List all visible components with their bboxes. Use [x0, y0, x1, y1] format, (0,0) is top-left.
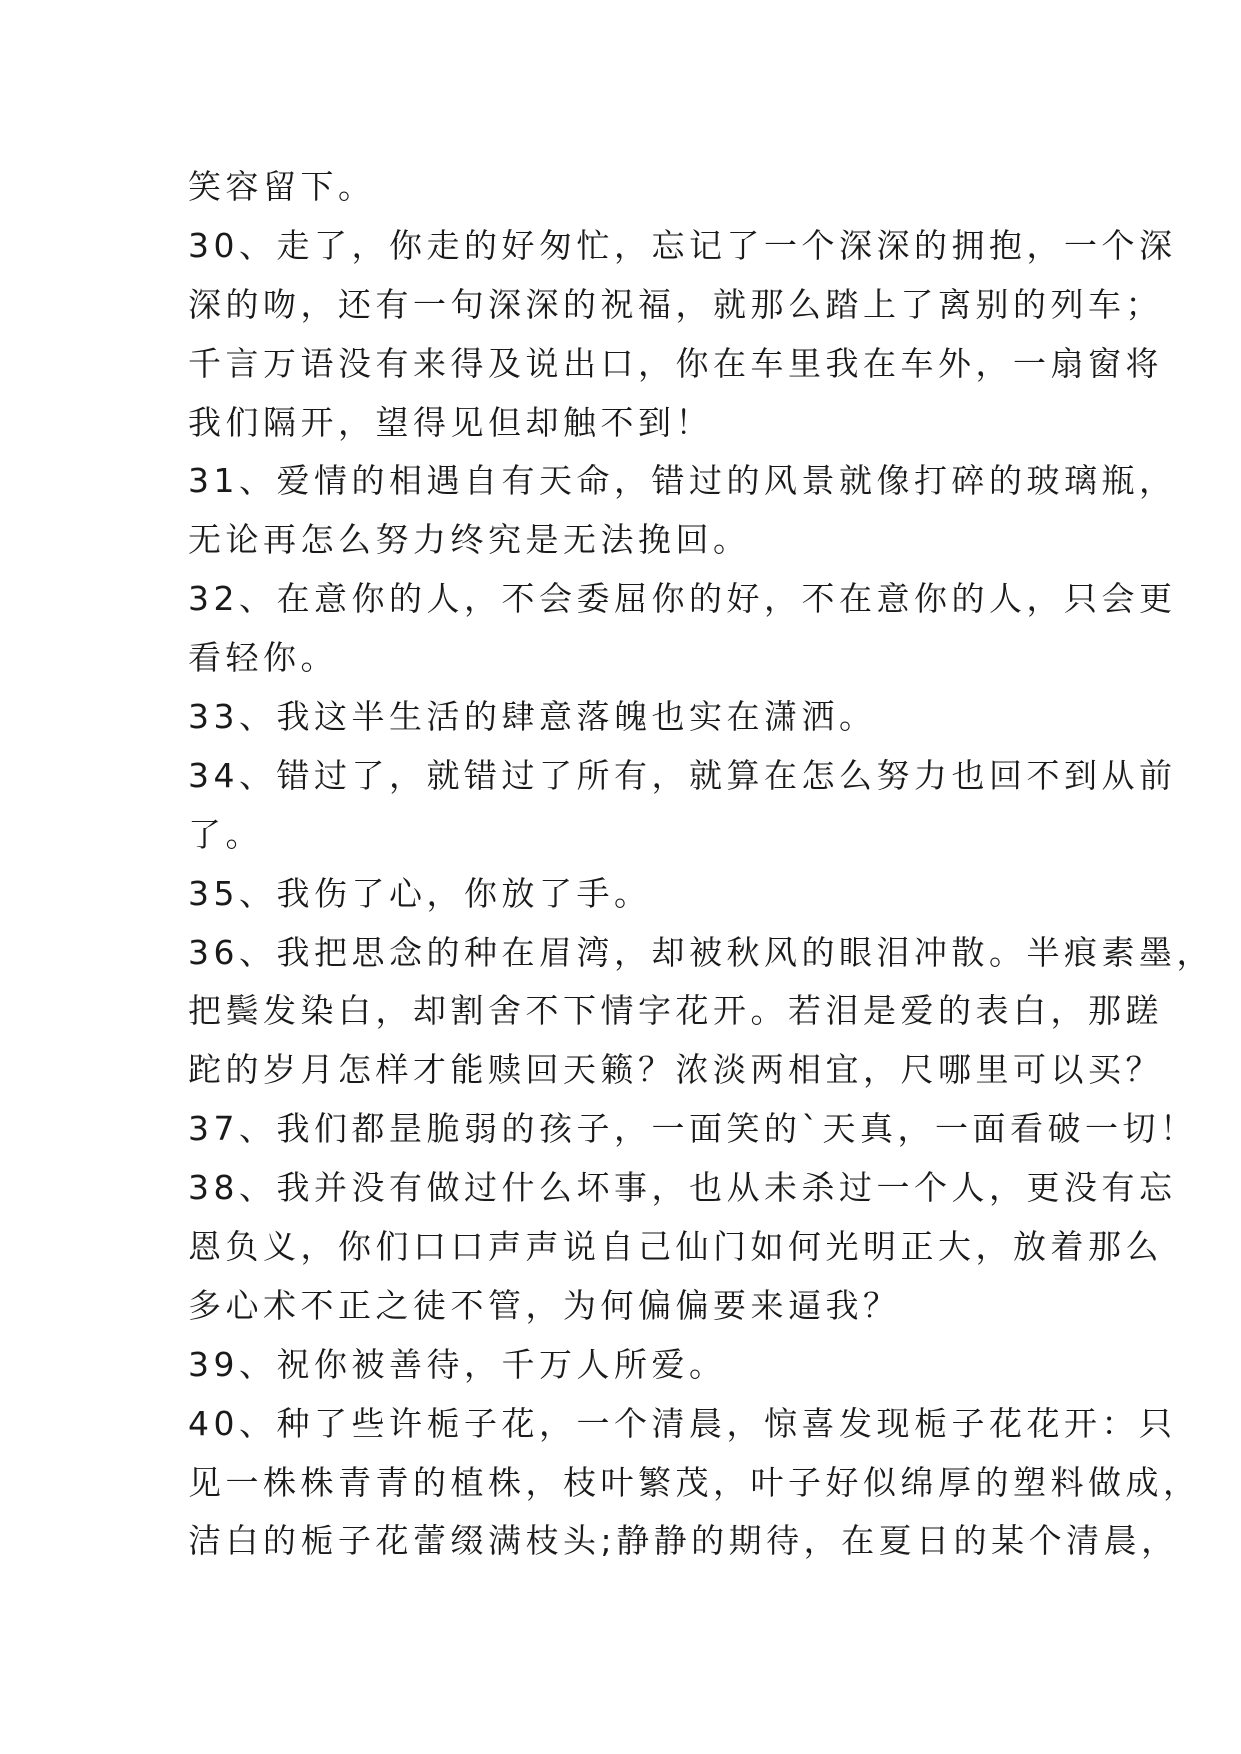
text-line: 见一株株青青的植株，枝叶繁茂，叶子好似绵厚的塑料做成， [188, 1462, 1201, 1502]
text-line: 31、爱情的相遇自有天命，错过的风景就像打碎的玻璃瓶， [188, 461, 1177, 501]
text-line: 37、我们都昰脆弱的孩子，一面笑的`天真，一面看破一切！ [188, 1109, 1198, 1149]
text-line: 33、我这半生活的肆意落魄也实在潇洒。 [188, 697, 877, 737]
text-line: 洁白的栀子花蕾缀满枝头;静静的期待，在夏日的某个清晨， [188, 1521, 1179, 1561]
text-line: 看轻你。 [188, 638, 338, 678]
text-line: 了。 [188, 814, 263, 854]
text-line: 38、我并没有做过什么坏事，也从未杀过一个人，更没有忘 [188, 1168, 1177, 1208]
text-line: 跎的岁月怎样才能赎回天籁？浓淡两相宜，尺哪里可以买？ [188, 1050, 1163, 1090]
text-line: 40、种了些许栀子花，一个清晨，惊喜发现栀子花花开：只 [188, 1403, 1177, 1443]
text-line: 35、我伤了心，你放了手。 [188, 873, 652, 913]
text-line: 笑容留下。 [188, 167, 376, 206]
text-line: 39、祝你被善待，千万人所爱。 [188, 1344, 727, 1384]
text-line: 36、我把思念的种在眉湾，却被秋风的眼泪冲散。半痕素墨， [188, 932, 1214, 972]
text-line: 把鬓发染白，却割舍不下情字花开。若泪是爱的表白，那蹉 [188, 991, 1163, 1031]
text-line: 千言万语没有来得及说出口，你在车里我在车外，一扇窗将 [188, 343, 1163, 383]
text-line: 34、错过了，就错过了所有，就算在怎么努力也回不到从前 [188, 755, 1177, 795]
text-line: 无论再怎么努力终究是无法挽回。 [188, 520, 751, 560]
text-line: 30、走了，你走的好匆忙，忘记了一个深深的拥抱，一个深 [188, 225, 1177, 265]
text-line: 恩负义，你们口口声声说自己仙门如何光明正大，放着那么 [188, 1227, 1163, 1267]
document-body [188, 158, 1214, 1571]
text-line: 多心术不正之徒不管，为何偏偏要来逼我？ [188, 1285, 901, 1325]
text-line: 我们隔开，望得见但却触不到！ [188, 402, 713, 442]
text-line: 深的吻，还有一句深深的祝福，就那么踏上了离别的列车； [188, 284, 1163, 324]
text-line: 32、在意你的人，不会委屈你的好，不在意你的人，只会更 [188, 579, 1177, 619]
